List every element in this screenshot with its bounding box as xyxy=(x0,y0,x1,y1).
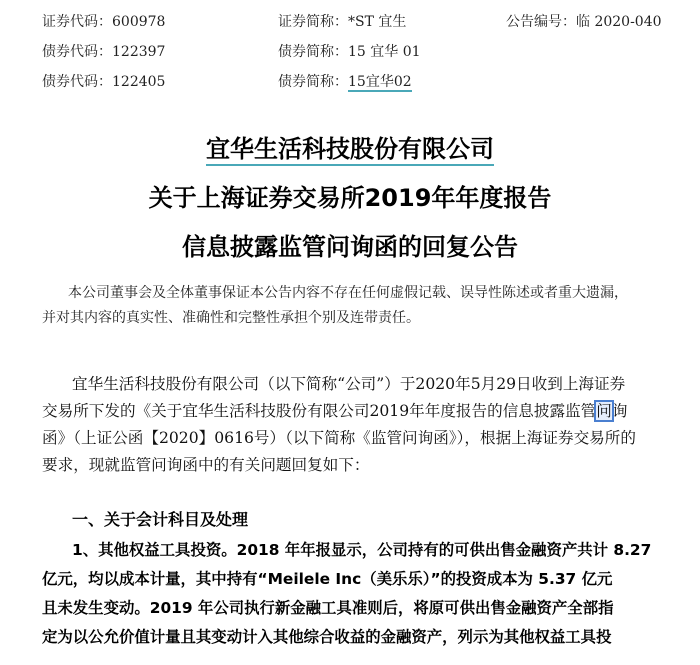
title-line-3: 信息披露监管问询函的回复公告 xyxy=(182,233,518,261)
company-name-title: 宜华生活科技股份有限公司 xyxy=(206,135,494,166)
section-heading: 一、关于会计科目及处理 xyxy=(72,510,249,529)
disclaimer-line-1: 本公司董事会及全体董事保证本公告内容不存在任何虚假记载、误导性陈述或者重大遗漏， xyxy=(68,285,628,301)
intro-line-2-text: 交易所下发的《关于宜华生活科技股份有限公司2019年年度报告的信息披露监管 xyxy=(42,402,597,420)
meta-row-2 xyxy=(0,40,700,64)
intro-line-2-end: 询 xyxy=(611,402,628,420)
announcement-number: 公告编号：临 2020-040 xyxy=(506,14,662,30)
intro-line-1: 宜华生活科技股份有限公司（以下简称“公司”）于2020年5月29日收到上海证券 xyxy=(72,375,626,393)
bond-short-name-2-link[interactable]: 15宜华02 xyxy=(348,74,412,90)
disclaimer-line-2: 并对其内容的真实性、准确性和完整性承担个别及连带责任。 xyxy=(42,310,420,326)
stock-code: 证券代码：600978 xyxy=(42,14,166,30)
bond-code-2: 债券代码：122405 xyxy=(42,74,166,90)
stock-short-name: 证券简称：*ST 宜生 xyxy=(278,14,407,30)
bond-code-1: 债券代码：122397 xyxy=(42,44,166,60)
bond-short-name-2-label: 债券简称： xyxy=(278,74,348,90)
disclaimer xyxy=(42,281,662,331)
text-cursor-selection[interactable]: 问 xyxy=(596,402,612,420)
intro-line-4: 要求，现就监管问询函中的有关问题回复如下： xyxy=(42,456,370,474)
title-line-2: 关于上海证券交易所2019年年度报告 xyxy=(148,184,552,212)
intro-paragraph xyxy=(42,371,662,479)
bond-short-name-1: 债券简称：15 宜华 01 xyxy=(278,44,421,60)
meta-row-3 xyxy=(0,70,700,94)
meta-row-1 xyxy=(0,10,700,34)
item-1-line-1: 1、其他权益工具投资。2018 年年报显示，公司持有的可供出售金融资产共计 8.27 xyxy=(72,541,652,559)
bond-short-name-2 xyxy=(278,70,412,94)
item-1-line-3: 且未发生变动。2019 年公司执行新金融工具准则后，将原可供出售金融资产全部指 xyxy=(42,599,614,617)
intro-line-3: 函》（上证公函【2020】0616号）（以下简称《监管问询函》），根据上海证券交易所的 xyxy=(42,429,636,447)
item-1-line-2: 亿元，均以成本计量，其中持有“Meilele Inc（美乐乐）”的投资成本为 5.37 亿元 xyxy=(42,570,613,588)
item-1-paragraph xyxy=(42,536,672,652)
item-1-line-4: 定为以公允价值计量且其变动计入其他综合收益的金融资产，列示为其他权益工具投 xyxy=(42,628,612,646)
intro-line-2 xyxy=(42,398,662,425)
title-line-1 xyxy=(0,132,700,166)
